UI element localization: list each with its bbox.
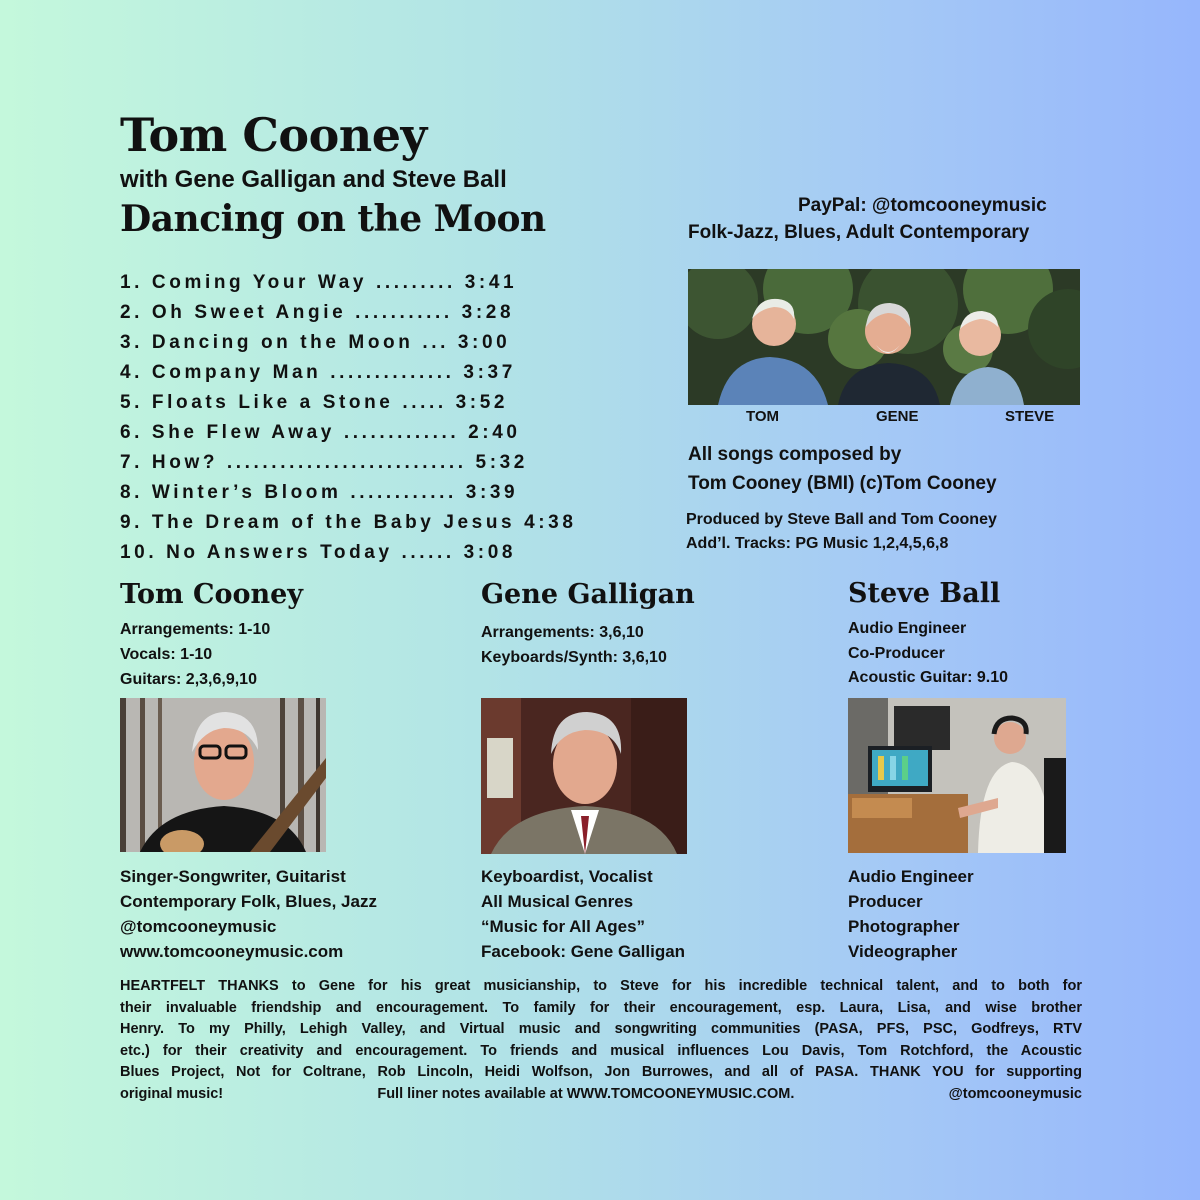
role-line: Guitars: 2,3,6,9,10	[120, 671, 257, 688]
role-line: Keyboards/Synth: 3,6,10	[481, 649, 667, 666]
produced-by-line: Produced by Steve Ball and Tom Cooney	[686, 511, 997, 528]
paypal-handle: PayPal: @tomcooneymusic	[798, 195, 1047, 216]
role-line: Co-Producer	[848, 645, 945, 662]
band-label-tom: TOM	[746, 408, 780, 425]
website-link[interactable]: www.tomcooneymusic.com	[120, 942, 344, 961]
thanks-last-line	[120, 1084, 1082, 1106]
composed-by-line: All songs composed by	[688, 444, 902, 465]
band-label-gene: GENE	[876, 408, 919, 425]
person-name-gene: Gene Galligan	[481, 579, 695, 610]
person-name-steve: Steve Ball	[848, 578, 1001, 609]
social-handle[interactable]: @tomcooneymusic	[120, 917, 277, 936]
composer-credit-line: Tom Cooney (BMI) (c)Tom Cooney	[688, 473, 997, 494]
band-label-steve: STEVE	[1005, 408, 1055, 425]
desc-line: All Musical Genres	[481, 892, 634, 911]
artist-title: Tom Cooney	[120, 108, 427, 162]
person-name-tom: Tom Cooney	[120, 579, 303, 610]
desc-line: Audio Engineer	[848, 867, 974, 886]
collaborators-subtitle: with Gene Galligan and Steve Ball	[120, 166, 507, 193]
track-item: 9. The Dream of the Baby Jesus 4:38	[120, 512, 577, 533]
thanks-line: Blues Project, Not for Coltrane, Rob Lincoln, Heidi Wolfson, Jon Burrowes, and all of PASA. THANK YOU for supporting	[120, 1064, 1082, 1080]
desc-line: Videographer	[848, 942, 958, 961]
genres-text: Folk-Jazz, Blues, Adult Contemporary	[688, 222, 1030, 243]
track-item: 2. Oh Sweet Angie ........... 3:28	[120, 302, 515, 323]
thanks-line: HEARTFELT THANKS to Gene for his great musicianship, to Steve for his incredible technical talent, and to both for	[120, 978, 1082, 994]
desc-line: “Music for All Ages”	[481, 917, 646, 936]
tom-cooney-photo	[120, 698, 326, 852]
desc-line: Keyboardist, Vocalist	[481, 867, 653, 886]
closing-social-handle[interactable]: @tomcooneymusic	[948, 1085, 1082, 1102]
track-item: 4. Company Man .............. 3:37	[120, 362, 516, 383]
desc-line: Photographer	[848, 917, 960, 936]
track-item: 1. Coming Your Way ......... 3:41	[120, 272, 518, 293]
track-item: 3. Dancing on the Moon ... 3:00	[120, 332, 511, 353]
track-list	[120, 268, 577, 568]
thanks-line: their invaluable friendship and encouragement. To family for their encouragement, esp. Laura, Lisa, and wise brother	[120, 999, 1082, 1016]
thanks-closing-text: original music!	[120, 1085, 224, 1102]
thanks-line: etc.) for their creativity and encouragement. To friends and musical influences Lou Davis, Tom Rotchford, the Acoustic	[120, 1042, 1082, 1059]
track-item: 7. How? ........................... 5:32	[120, 452, 528, 473]
album-title: Dancing on the Moon	[120, 198, 546, 240]
desc-line: Singer-Songwriter, Guitarist	[120, 867, 346, 886]
track-item: 5. Floats Like a Stone ..... 3:52	[120, 392, 509, 413]
role-line: Arrangements: 3,6,10	[481, 624, 644, 641]
role-line: Audio Engineer	[848, 620, 967, 637]
track-item: 8. Winter’s Bloom ............ 3:39	[120, 482, 519, 503]
facebook-link[interactable]: Facebook: Gene Galligan	[481, 942, 686, 961]
additional-tracks-line: Add’l. Tracks: PG Music 1,2,4,5,6,8	[686, 535, 949, 552]
desc-line: Contemporary Folk, Blues, Jazz	[120, 892, 377, 911]
role-line: Arrangements: 1-10	[120, 621, 271, 638]
gene-galligan-photo	[481, 698, 687, 854]
liner-notes-link[interactable]: Full liner notes available at WWW.TOMCOONEYMUSIC.COM.	[377, 1085, 795, 1102]
track-item: 10. No Answers Today ...... 3:08	[120, 542, 517, 563]
thanks-paragraph	[120, 976, 1082, 1105]
role-line: Vocals: 1-10	[120, 646, 213, 663]
thanks-line: Henry. To my Philly, Lehigh Valley, and Virtual music and songwriting communities (PASA, PFS, PSC, Godfreys, RTV	[120, 1021, 1082, 1037]
role-line: Acoustic Guitar: 9.10	[848, 669, 1009, 686]
band-photo	[688, 269, 1080, 405]
steve-ball-photo	[848, 698, 1066, 853]
track-item: 6. She Flew Away ............. 2:40	[120, 422, 521, 443]
desc-line: Producer	[848, 892, 923, 911]
